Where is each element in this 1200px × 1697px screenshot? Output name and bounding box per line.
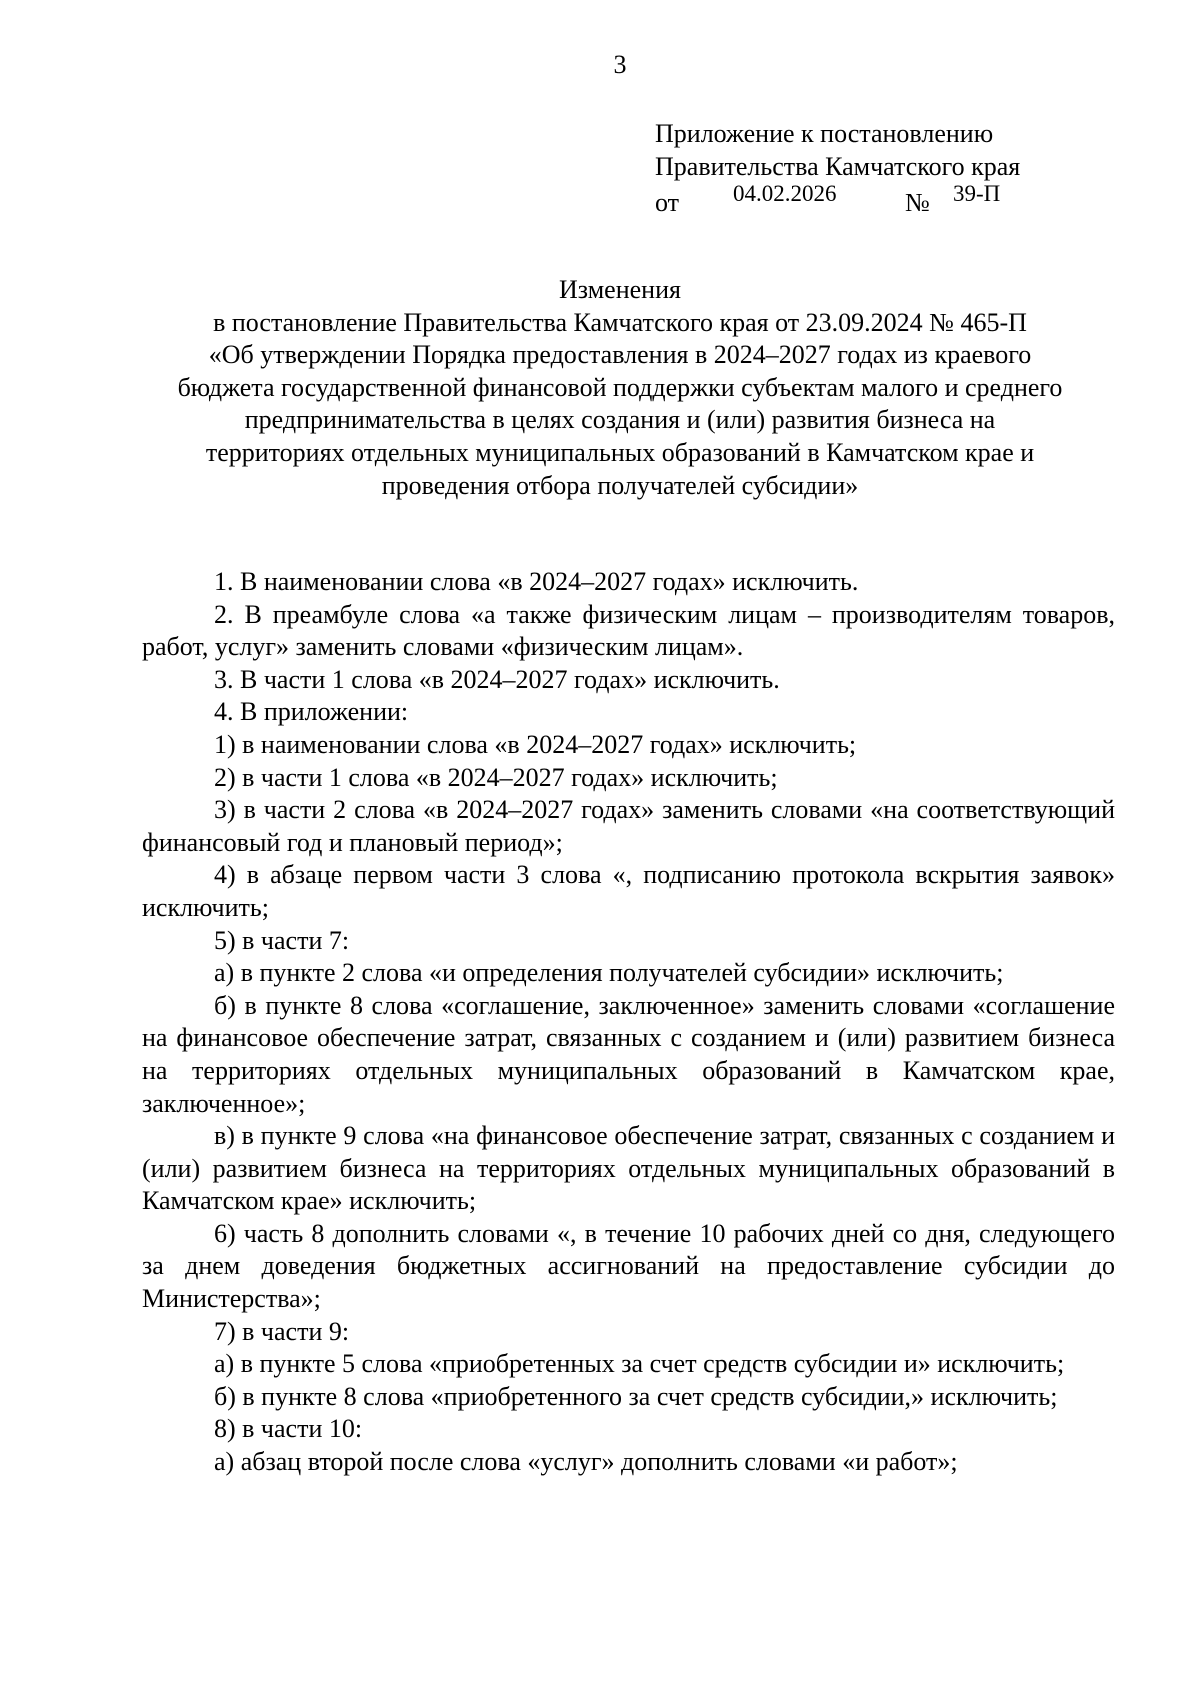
number-sign: № xyxy=(905,188,930,217)
decree-number: 39-П xyxy=(953,181,1001,206)
from-label: от xyxy=(655,188,680,217)
paragraph: 3) в части 2 слова «в 2024–2027 годах» заменить словами «на соответствующий финансовый год и плановый период»; xyxy=(142,795,1115,857)
paragraph: а) в пункте 2 слова «и определения получателей субсидии» исключить; xyxy=(214,958,1004,988)
title-line: в постановление Правительства Камчатского края от 23.09.2024 № 465-П xyxy=(213,307,1027,337)
appendix-line-1: Приложение к постановлению xyxy=(655,119,994,148)
paragraph: 2. В преамбуле слова «а также физическим лицам – производителям товаров, работ, услуг» заменить словами «физическим лицам». xyxy=(142,599,1115,662)
paragraph: 5) в части 7: xyxy=(214,925,350,955)
paragraph: 3. В части 1 слова «в 2024–2027 годах» исключить. xyxy=(214,664,780,694)
paragraph: в) в пункте 9 слова «на финансовое обеспечение затрат, связанных с созданием и (или) развитием бизнеса на территориях отдельных муниципальных образований в Камчатском крае» исключить; xyxy=(142,1121,1115,1216)
paragraph: б) в пункте 8 слова «приобретенного за счет средств субсидии,» исключить; xyxy=(214,1381,1058,1411)
title-line: предпринимательства в целях создания и (или) развития бизнеса на xyxy=(244,405,996,435)
paragraph: 6) часть 8 дополнить словами «, в течение 10 рабочих дней со дня, следующего за днем доведения бюджетных ассигнований на предоставление субсидии до Министерства»; xyxy=(142,1218,1115,1314)
paragraph: 2) в части 1 слова «в 2024–2027 годах» исключить; xyxy=(214,762,778,792)
paragraph: а) в пункте 5 слова «приобретенных за счет средств субсидии и» исключить; xyxy=(214,1349,1065,1379)
decree-date: 04.02.2026 xyxy=(733,181,837,206)
paragraph: 4. В приложении: xyxy=(214,697,409,727)
paragraph: 1) в наименовании слова «в 2024–2027 годах» исключить; xyxy=(214,729,857,759)
paragraph: б) в пункте 8 слова «соглашение, заключенное» заменить словами «соглашение на финансовое обеспечение затрат, связанных с созданием и (или) развитием бизнеса на территориях отдельных муниципальных образований в Камчатском крае, заключенное»; xyxy=(142,990,1115,1118)
document-title xyxy=(120,274,1120,502)
paragraph: 1. В наименовании слова «в 2024–2027 годах» исключить. xyxy=(214,567,859,596)
title-line: бюджета государственной финансовой поддержки субъектам малого и среднего xyxy=(177,372,1063,402)
paragraph: а) абзац второй после слова «услуг» дополнить словами «и работ»; xyxy=(214,1447,958,1477)
title-line: проведения отбора получателей субсидии» xyxy=(381,470,859,500)
paragraph: 4) в абзаце первом части 3 слова «, подписанию протокола вскрытия заявок» исключить; xyxy=(142,860,1115,922)
appendix-header xyxy=(655,117,1175,216)
paragraph: 7) в части 9: xyxy=(214,1316,350,1346)
page-number: 3 xyxy=(613,50,627,79)
appendix-line-2: Правительства Камчатского края xyxy=(655,152,1021,181)
appendix-date-line xyxy=(655,183,1175,216)
title-line: «Об утверждении Порядка предоставления в 2024–2027 годах из краевого xyxy=(208,340,1032,370)
title-heading: Изменения xyxy=(559,275,681,304)
document-body xyxy=(142,566,1115,1479)
paragraph: 8) в части 10: xyxy=(214,1414,363,1444)
title-line: территориях отдельных муниципальных образований в Камчатском крае и xyxy=(205,437,1035,467)
